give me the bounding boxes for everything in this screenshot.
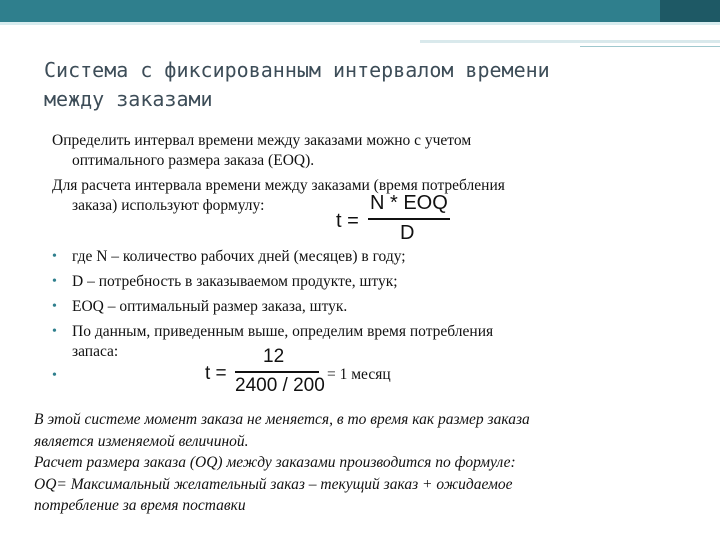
- intro-line1: Определить интервал времени между заказами можно с учетом: [52, 132, 472, 149]
- formula-result: = 1 месяц: [327, 366, 391, 383]
- formula-lhs: t =: [205, 363, 227, 384]
- formula-denominator: 2400 / 200: [235, 375, 325, 396]
- calculation-formula: [205, 346, 415, 402]
- formula-denominator: D: [400, 222, 415, 244]
- accent-strip: [0, 22, 720, 25]
- formula-paragraph-line2: заказа) используют формулу:: [72, 197, 265, 214]
- formula-paragraph-line1: Для расчета интервала времени между заказами (время потребления: [52, 177, 505, 194]
- bullet-text: где N – количество рабочих дней (месяцев) в году;: [72, 248, 406, 265]
- bullet-text-line2: запаса:: [72, 343, 119, 360]
- italic-line: Расчет размера заказа (OQ) между заказами производится по формуле:: [34, 454, 516, 471]
- italic-line: OQ= Максимальный желательный заказ – текущий заказ + ожидаемое: [34, 475, 513, 493]
- bullet-icon: •: [52, 324, 57, 339]
- fraction-bar: [235, 371, 319, 373]
- slide-title-line1: Система с фиксированным интервалом времени: [44, 58, 550, 82]
- formula-numerator: N * EOQ: [370, 192, 448, 214]
- accent-line-thin: [580, 46, 720, 47]
- italic-line: является изменяемой величиной.: [34, 432, 249, 450]
- interval-formula: [336, 192, 456, 248]
- bullet-icon: •: [52, 274, 57, 289]
- formula-numerator: 12: [263, 346, 285, 367]
- formula-lhs: t =: [336, 210, 359, 232]
- bullet-text: EOQ – оптимальный размер заказа, штук.: [72, 298, 348, 315]
- intro-line2: оптимального размера заказа (EOQ).: [72, 152, 315, 169]
- italic-line: В этой системе момент заказа не меняется, в то время как размер заказа: [34, 411, 530, 428]
- italic-line: потребление за время поставки: [34, 497, 246, 514]
- header-bar-end: [660, 0, 720, 22]
- fraction-bar: [368, 218, 450, 220]
- accent-line: [420, 40, 720, 43]
- bullet-item-n: [52, 247, 672, 267]
- bullet-item-eoq: [52, 297, 672, 317]
- bullet-icon: •: [52, 299, 57, 314]
- bullet-icon: •: [52, 368, 57, 383]
- bullet-text-line1: По данным, приведенным выше, определим время потребления: [72, 323, 494, 340]
- bullet-item-d: [52, 272, 672, 292]
- slide-title: [44, 56, 684, 114]
- intro-paragraph: [52, 131, 672, 171]
- italic-notes: [34, 409, 694, 517]
- bullet-icon: •: [52, 249, 57, 264]
- header-bar: [0, 0, 720, 22]
- bullet-text: D – потребность в заказываемом продукте, штук;: [72, 273, 398, 290]
- slide-title-line2: между заказами: [44, 87, 213, 111]
